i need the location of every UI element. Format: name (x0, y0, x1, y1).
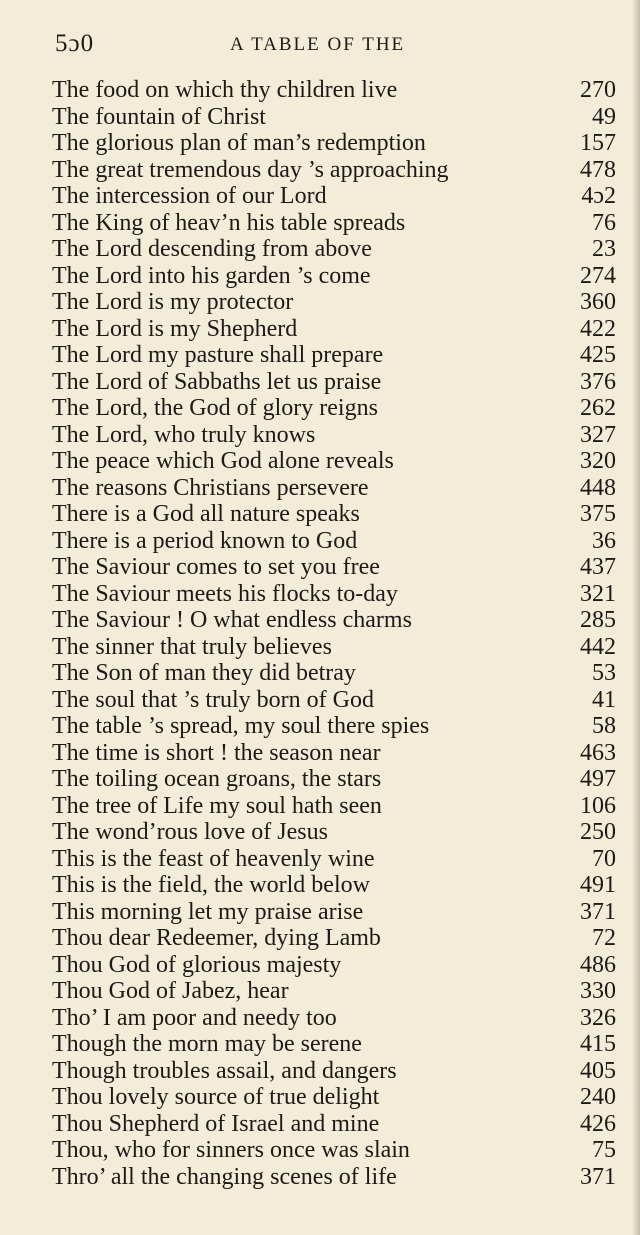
entry-first-line: Thou God of glorious majesty (52, 951, 342, 978)
index-entry (52, 236, 620, 263)
entry-first-line: Thro’ all the changing scenes of life (52, 1163, 397, 1190)
entry-hymn-number: 72 (592, 925, 616, 951)
index-entry (52, 448, 620, 475)
entry-hymn-number: 371 (580, 898, 616, 925)
entry-hymn-number: 262 (580, 395, 616, 421)
entry-first-line: Thou God of Jabez, hear (52, 978, 289, 1004)
index-entry (52, 819, 620, 846)
entry-first-line: The Saviour ! O what endless charms (52, 607, 412, 633)
index-entry (52, 369, 620, 396)
entry-first-line: Thou lovely source of true delight (52, 1084, 380, 1110)
entry-hymn-number: 478 (580, 156, 616, 183)
index-entry (52, 713, 620, 740)
index-entry (52, 501, 620, 528)
entry-first-line: The Lord descending from above (52, 236, 372, 262)
entry-hymn-number: 360 (580, 289, 616, 315)
entry-first-line: The sinner that truly believes (52, 633, 332, 660)
entry-first-line: The great tremendous day ’s approaching (52, 156, 449, 183)
entry-hymn-number: 371 (580, 1163, 616, 1190)
entry-first-line: The Lord of Sabbaths let us praise (52, 368, 382, 395)
entry-first-line: The intercession of our Lord (52, 183, 327, 209)
entry-hymn-number: 497 (580, 766, 616, 792)
index-entry (52, 952, 620, 979)
index-entry (52, 607, 620, 634)
entry-first-line: Though troubles assail, and dangers (52, 1057, 397, 1084)
index-entry (52, 422, 620, 449)
index-entry (52, 210, 620, 237)
entry-hymn-number: 76 (592, 209, 616, 236)
index-entry (52, 846, 620, 873)
entry-first-line: The Lord is my protector (52, 289, 294, 315)
entry-first-line: The table ’s spread, my soul there spies (52, 713, 430, 739)
entry-hymn-number: 274 (580, 262, 616, 289)
entry-hymn-number: 41 (592, 686, 616, 713)
entry-hymn-number: 4ɔ2 (581, 183, 616, 209)
entry-first-line: The Saviour meets his flocks to-day (52, 580, 398, 607)
index-entry (52, 1137, 620, 1164)
index-entry (52, 342, 620, 369)
entry-first-line: This is the feast of heavenly wine (52, 845, 375, 872)
entry-first-line: Though the morn may be serene (52, 1031, 362, 1057)
entry-first-line: The Lord, the God of glory reigns (52, 395, 378, 421)
index-entry (52, 1058, 620, 1085)
entry-hymn-number: 70 (592, 845, 616, 872)
index-entry (52, 660, 620, 687)
entry-first-line: Tho’ I am poor and needy too (52, 1004, 337, 1031)
entry-hymn-number: 36 (592, 527, 616, 554)
index-entry (52, 1005, 620, 1032)
index-entry (52, 289, 620, 316)
entry-first-line: The wond’rous love of Jesus (52, 819, 328, 845)
entry-hymn-number: 327 (580, 421, 616, 448)
index-entry (52, 157, 620, 184)
entry-first-line: The fountain of Christ (52, 103, 266, 130)
entry-hymn-number: 426 (580, 1110, 616, 1137)
entry-hymn-number: 270 (580, 77, 616, 103)
entry-hymn-number: 405 (580, 1057, 616, 1084)
entry-hymn-number: 240 (580, 1084, 616, 1110)
entry-hymn-number: 486 (580, 951, 616, 978)
entry-first-line: Thou, who for sinners once was slain (52, 1137, 410, 1163)
index-entry (52, 1084, 620, 1111)
running-title: A TABLE OF THE (230, 34, 406, 55)
entry-first-line: There is a period known to God (52, 527, 358, 554)
entry-hymn-number: 250 (580, 819, 616, 845)
index-entry (52, 634, 620, 661)
index-entry (52, 104, 620, 131)
entry-hymn-number: 376 (580, 368, 616, 395)
entry-hymn-number: 321 (580, 580, 616, 607)
entry-first-line: This morning let my praise arise (52, 898, 364, 925)
entry-first-line: The time is short ! the season near (52, 739, 381, 766)
entry-first-line: The toiling ocean groans, the stars (52, 766, 382, 792)
entry-hymn-number: 285 (580, 607, 616, 633)
entry-hymn-number: 491 (580, 872, 616, 898)
entry-hymn-number: 375 (580, 501, 616, 527)
index-entry (52, 528, 620, 555)
entry-first-line: The Lord into his garden ’s come (52, 262, 371, 289)
entry-hymn-number: 437 (580, 554, 616, 580)
index-entry (52, 183, 620, 210)
entry-hymn-number: 23 (592, 236, 616, 262)
index-entry (52, 793, 620, 820)
index-entry (52, 581, 620, 608)
entry-first-line: The Son of man they did betray (52, 660, 356, 686)
entry-hymn-number: 53 (592, 660, 616, 686)
entry-first-line: Thou dear Redeemer, dying Lamb (52, 925, 381, 951)
entry-first-line: The Lord, who truly knows (52, 421, 316, 448)
index-entry (52, 395, 620, 422)
index-entry (52, 899, 620, 926)
entry-first-line: The peace which God alone reveals (52, 448, 394, 474)
entry-first-line: Thou Shepherd of Israel and mine (52, 1110, 380, 1137)
index-entry (52, 475, 620, 502)
page-header (55, 30, 600, 66)
entry-first-line: The Lord my pasture shall prepare (52, 342, 384, 368)
index-entry (52, 925, 620, 952)
index-entry (52, 687, 620, 714)
index-entry (52, 77, 620, 104)
entry-hymn-number: 442 (580, 633, 616, 660)
entry-hymn-number: 326 (580, 1004, 616, 1031)
entry-hymn-number: 106 (580, 792, 616, 819)
index-entry (52, 740, 620, 767)
entry-first-line: The food on which thy children live (52, 77, 398, 103)
index-entry (52, 766, 620, 793)
page-edge-shadow (632, 0, 640, 1235)
entry-first-line: The reasons Christians persevere (52, 474, 369, 501)
entry-hymn-number: 58 (592, 713, 616, 739)
index-entry (52, 263, 620, 290)
entry-hymn-number: 49 (592, 103, 616, 130)
index-entry (52, 1164, 620, 1191)
entry-first-line: The glorious plan of man’s redemption (52, 130, 426, 156)
page-number: 5ɔ0 (55, 30, 95, 57)
index-entry (52, 872, 620, 899)
entry-hymn-number: 415 (580, 1031, 616, 1057)
entry-hymn-number: 422 (580, 315, 616, 342)
index-entry (52, 554, 620, 581)
entry-hymn-number: 448 (580, 474, 616, 501)
entry-hymn-number: 157 (580, 130, 616, 156)
index-entry (52, 1111, 620, 1138)
entry-first-line: The King of heav’n his table spreads (52, 209, 406, 236)
entry-first-line: The Saviour comes to set you free (52, 554, 380, 580)
entry-first-line: The Lord is my Shepherd (52, 315, 298, 342)
entry-hymn-number: 463 (580, 739, 616, 766)
index-list (52, 77, 620, 1190)
index-entry (52, 1031, 620, 1058)
entry-hymn-number: 75 (592, 1137, 616, 1163)
entry-hymn-number: 330 (580, 978, 616, 1004)
entry-hymn-number: 425 (580, 342, 616, 368)
entry-first-line: There is a God all nature speaks (52, 501, 360, 527)
entry-first-line: The soul that ’s truly born of God (52, 686, 374, 713)
index-entry (52, 978, 620, 1005)
entry-first-line: This is the field, the world below (52, 872, 370, 898)
index-entry (52, 316, 620, 343)
entry-hymn-number: 320 (580, 448, 616, 474)
entry-first-line: The tree of Life my soul hath seen (52, 792, 382, 819)
index-entry (52, 130, 620, 157)
